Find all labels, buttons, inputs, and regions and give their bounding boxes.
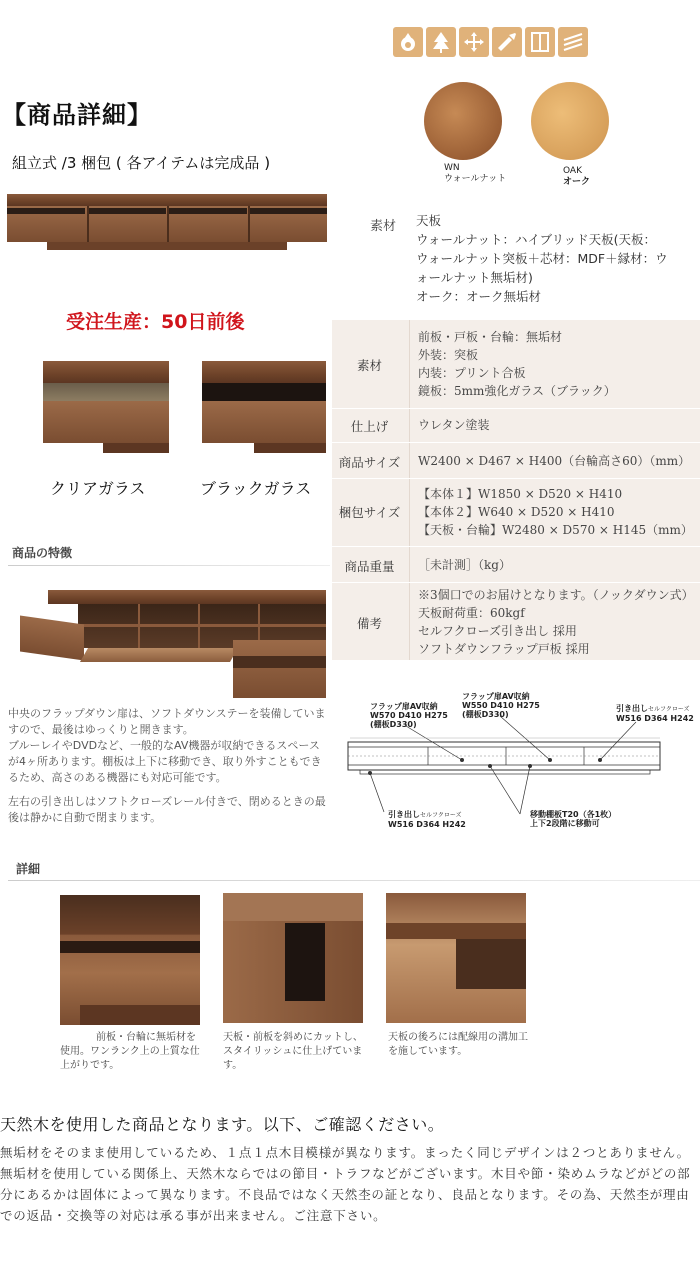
spec-line: 【本体２】W640 × D520 × H410: [418, 505, 615, 519]
clear-glass-caption: クリアガラス: [50, 479, 146, 498]
spec-table: [332, 320, 700, 660]
diagram-label-av2: [462, 692, 540, 719]
oak-code: OAK: [563, 166, 582, 176]
detail-photo-1: [60, 895, 200, 1025]
diagram-label-shelf: [530, 810, 616, 828]
spec-value: [418, 586, 694, 658]
top-spec-line: ウォールナット：ハイブリッド天板(天板：: [416, 232, 657, 247]
spec-line: 内装：プリント合板: [418, 366, 526, 380]
diagram-label-sub: 上下2段階に移動可: [530, 819, 600, 828]
cabinet-icon: [525, 27, 555, 57]
spec-line: ［未計測］（kg）: [418, 558, 511, 572]
diagram-label-drawer-left: [388, 810, 466, 829]
dimension-diagram: [340, 686, 700, 836]
feature-icons: [393, 27, 588, 57]
spec-line: 前板・戸板・台輪：無垢材: [418, 330, 563, 344]
spec-line: ウレタン塗装: [418, 418, 490, 432]
oak-label: [563, 166, 590, 188]
diagram-label-sub: W550 D410 H275: [462, 701, 540, 710]
detail-caption-2: 天板・前板を斜めにカットし、スタイリッシュに仕上げています。: [223, 1032, 363, 1071]
oak-name: オーク: [563, 177, 591, 187]
page-title: 【商品詳細】: [2, 100, 152, 129]
natural-wood-heading: 天然木を使用した商品となります。以下、ご確認ください。: [0, 1115, 445, 1134]
diagram-label-sub: W570 D410 H275: [370, 711, 448, 720]
feature-paragraph: 中央のフラップダウン扉は、ソフトダウンステーを装備していますので、最後はゆっくりと開きます。: [8, 707, 326, 736]
walnut-label: [444, 163, 506, 185]
clear-glass-photo: [43, 361, 169, 453]
natural-wood-text: 無垢材をそのまま使用しているため、１点１点木目模様が異なります。まったく同じデザインは２つとありません。無垢材を使用している関係上、天然木ならではの節目・トラフなどがございます。木目や節・染めムラなどがどの部分にあるかは固体によって異なります。不良品ではなく天然杢の証となり、良品となります。その為、天然杢が理由での返品・交換等の対応は承る事が出来ません。ご注意下さい。: [0, 1145, 691, 1223]
top-spec-label: 素材: [370, 219, 397, 234]
diagram-label-title: 移動棚板T20（各1枚）: [530, 810, 617, 819]
spec-value: [418, 556, 511, 574]
diagram-label-note: (棚板D330): [370, 720, 417, 729]
spec-line: 【天板・台輪】W2480 × D570 × H145（mm）: [418, 523, 693, 537]
tree-icon: [426, 27, 456, 57]
move-arrows-icon: [459, 27, 489, 57]
detail-photo-2: [223, 893, 363, 1023]
details-heading: 詳細: [16, 862, 41, 876]
diagram-label-small: セルフクローズ: [648, 706, 690, 713]
diagram-label-small: セルフクローズ: [420, 812, 462, 819]
feature-paragraph: 左右の引き出しはソフトクローズレール付きで、閉めるときの最後は静かに自動で閉まります。: [8, 795, 326, 824]
feature-paragraph: ブルーレイやDVDなど、一般的なAV機器が収納できるスペースが4ヶ所あります。棚板は上下に移動でき、取り外すこともできるため、高さのある機器にも対応可能です。: [8, 739, 322, 784]
spec-line: 【本体１】W1850 × D520 × H410: [418, 487, 623, 501]
spec-line: 鏡板：5mm強化ガラス（ブラック）: [418, 384, 616, 398]
product-photo: [7, 194, 327, 252]
details-divider: [8, 880, 700, 881]
order-notice: 受注生産：50日前後: [66, 311, 245, 333]
top-spec-line: オーク：オーク無垢材: [416, 289, 542, 304]
features-text: [8, 706, 330, 826]
spec-label: 梱包サイズ: [338, 505, 401, 520]
spec-label: 商品サイズ: [338, 455, 401, 470]
detail-caption-1: 前板・台輪に無垢材を使用。ワンランク上の上質な仕上がりです。: [60, 1032, 200, 1071]
diagram-label-title: フラップ扉AV収納: [462, 692, 530, 701]
spec-line: 外装：突板: [418, 348, 479, 362]
walnut-name: ウォールナット: [444, 174, 507, 184]
assembly-note: 組立式 /3 梱包 ( 各アイテムは完成品 ): [12, 154, 271, 172]
spec-row-size: [332, 442, 700, 479]
spec-line: W2400 × D467 × H400（台輪高さ60）（mm）: [418, 454, 691, 468]
spec-row-finish: [332, 408, 700, 443]
diagram-label-title: 引き出し: [388, 810, 420, 819]
diagram-label-sub: W516 D364 H242: [388, 820, 466, 829]
diagram-label-note: (棚板D330): [462, 710, 509, 719]
spec-row-material: [332, 320, 700, 409]
walnut-code: WN: [444, 163, 460, 173]
spec-row-package: [332, 478, 700, 547]
spec-label: 素材: [356, 358, 382, 373]
spec-label: 仕上げ: [350, 419, 389, 434]
black-glass-caption: ブラックガラス: [200, 479, 312, 498]
top-spec-line: ォールナット無垢材): [416, 270, 533, 285]
diagram-label-sub: W516 D364 H242: [616, 714, 694, 723]
flooring-icon: [558, 27, 588, 57]
detail-caption-3: 天板の後ろには配線用の溝加工を施しています。: [388, 1032, 528, 1057]
diagram-label-title: 引き出し: [616, 704, 648, 713]
spec-row-weight: [332, 546, 700, 583]
top-spec-line: ウォールナット突板＋芯材：MDF＋縁材：ウ: [416, 251, 668, 266]
top-spec-text: [416, 211, 698, 306]
diagram-label-drawer-right: [616, 704, 694, 723]
spec-line: ソフトダウンフラップ戸板 採用: [418, 642, 590, 656]
diagram-label-title: フラップ扉AV収納: [370, 702, 438, 711]
diagram-label-av1: [370, 702, 448, 729]
spec-value: [418, 416, 490, 434]
spec-line: ※3個口でのお届けとなります。（ノックダウン式）: [418, 588, 694, 602]
detail-photo-3: [386, 893, 526, 1023]
spec-row-notes: [332, 582, 700, 660]
black-glass-photo: [202, 361, 326, 453]
features-divider: [8, 565, 330, 566]
features-heading: 商品の特徴: [12, 546, 73, 560]
open-cabinet-photo: [18, 590, 326, 700]
walnut-swatch: [424, 82, 502, 160]
spec-value: [418, 328, 616, 400]
spec-line: セルフクローズ引き出し 採用: [418, 624, 577, 638]
spec-label: 備考: [356, 616, 382, 631]
dwarf-icon: [393, 27, 423, 57]
spec-value: [418, 485, 693, 539]
oak-swatch: [531, 82, 609, 160]
spec-label: 商品重量: [344, 559, 395, 574]
spec-line: 天板耐荷重：60kgf: [418, 606, 525, 620]
tool-icon: [492, 27, 522, 57]
spec-value: [418, 452, 690, 470]
top-spec-line: 天板: [416, 213, 442, 228]
